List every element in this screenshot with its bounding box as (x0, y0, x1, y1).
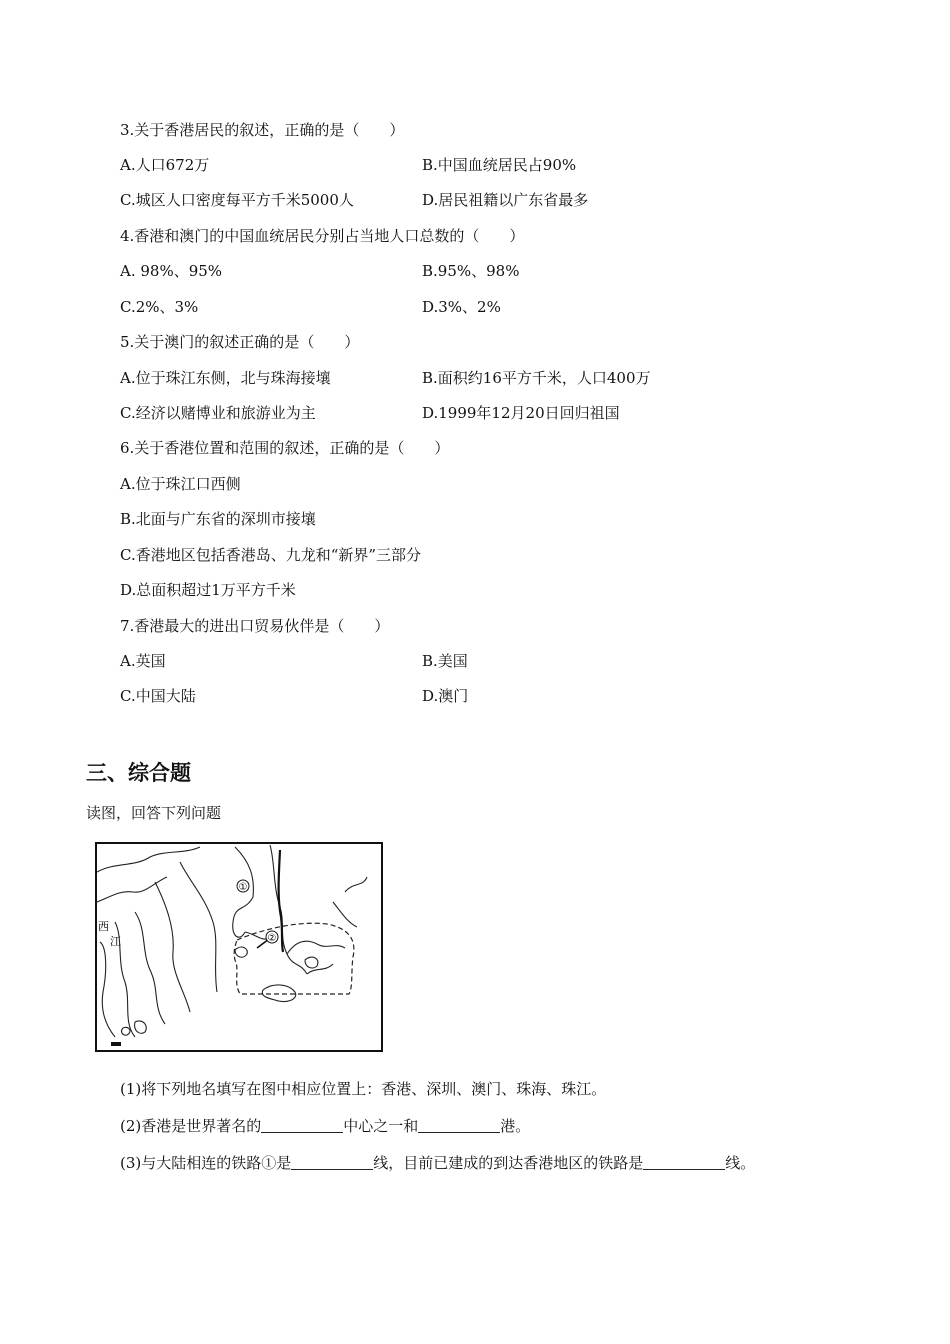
question-5-option-c[interactable]: C.经济以赌博业和旅游业为主 (120, 404, 316, 422)
question-3-option-c[interactable]: C.城区人口密度每平方千米5000人 (120, 191, 354, 209)
question-7-option-c[interactable]: C.中国大陆 (120, 687, 196, 705)
question-3-option-a[interactable]: A.人口672万 (120, 156, 210, 174)
question-3-option-d[interactable]: D.居民祖籍以广东省最多 (422, 191, 589, 209)
question-6-option-a[interactable]: A.位于珠江口西侧 (120, 475, 241, 493)
question-5-stem: 5.关于澳门的叙述正确的是（ ） (120, 333, 360, 351)
question-4-option-c[interactable]: C.2%、3% (120, 298, 199, 316)
sub-question-2-part-a: (2)香港是世界著名的 (120, 1117, 262, 1135)
question-5-option-b[interactable]: B.面积约16平方千米，人口400万 (422, 369, 651, 387)
sub-question-2-part-b: 中心之一和 (343, 1117, 419, 1135)
sub-question-3 (120, 1153, 755, 1173)
pearl-river-delta-map (95, 842, 383, 1052)
marker-1-label: ① (238, 882, 248, 893)
map-scale-mark (111, 1042, 121, 1046)
sub-question-3-part-b: 线，目前已建成的到达香港地区的铁路是 (373, 1154, 644, 1172)
question-7-option-d[interactable]: D.澳门 (422, 687, 469, 705)
river-label-char-2: 江 (110, 935, 121, 948)
question-7-stem: 7.香港最大的进出口贸易伙伴是（ ） (120, 617, 390, 635)
question-4-option-b[interactable]: B.95%、98% (422, 262, 520, 280)
question-3-stem: 3.关于香港居民的叙述，正确的是（ ） (120, 121, 405, 139)
answer-blank-3b[interactable] (643, 1154, 725, 1170)
question-6-option-b[interactable]: B.北面与广东省的深圳市接壤 (120, 510, 316, 528)
answer-blank-2a[interactable] (261, 1117, 343, 1133)
sub-question-2-part-c: 港。 (500, 1117, 531, 1135)
question-4-option-d[interactable]: D.3%、2% (422, 298, 501, 316)
question-4-stem: 4.香港和澳门的中国血统居民分别占当地人口总数的（ ） (120, 227, 525, 245)
sub-question-3-part-a: (3)与大陆相连的铁路①是 (120, 1154, 292, 1172)
section-heading: 三、综合题 (86, 761, 191, 785)
answer-blank-3a[interactable] (291, 1154, 373, 1170)
question-5-option-a[interactable]: A.位于珠江东侧，北与珠海接壤 (120, 369, 331, 387)
sub-question-1: (1)将下列地名填写在图中相应位置上：香港、深圳、澳门、珠海、珠江。 (120, 1080, 607, 1098)
question-7-option-b[interactable]: B.美国 (422, 652, 468, 670)
question-4-option-a[interactable]: A. 98%、95% (120, 262, 223, 280)
question-6-option-d[interactable]: D.总面积超过1万平方千米 (120, 581, 296, 599)
question-6-stem: 6.关于香港位置和范围的叙述，正确的是（ ） (120, 439, 450, 457)
marker-2-label: ② (267, 933, 277, 944)
answer-blank-2b[interactable] (418, 1117, 500, 1133)
sub-question-2 (120, 1116, 530, 1136)
question-6-option-c[interactable]: C.香港地区包括香港岛、九龙和“新界”三部分 (120, 546, 422, 564)
question-5-option-d[interactable]: D.1999年12月20日回归祖国 (422, 404, 620, 422)
section-intro: 读图，回答下列问题 (86, 804, 222, 822)
river-label-char-1: 西 (98, 920, 109, 933)
question-7-option-a[interactable]: A.英国 (120, 652, 166, 670)
question-3-option-b[interactable]: B.中国血统居民占90% (422, 156, 577, 174)
sub-question-3-part-c: 线。 (725, 1154, 756, 1172)
